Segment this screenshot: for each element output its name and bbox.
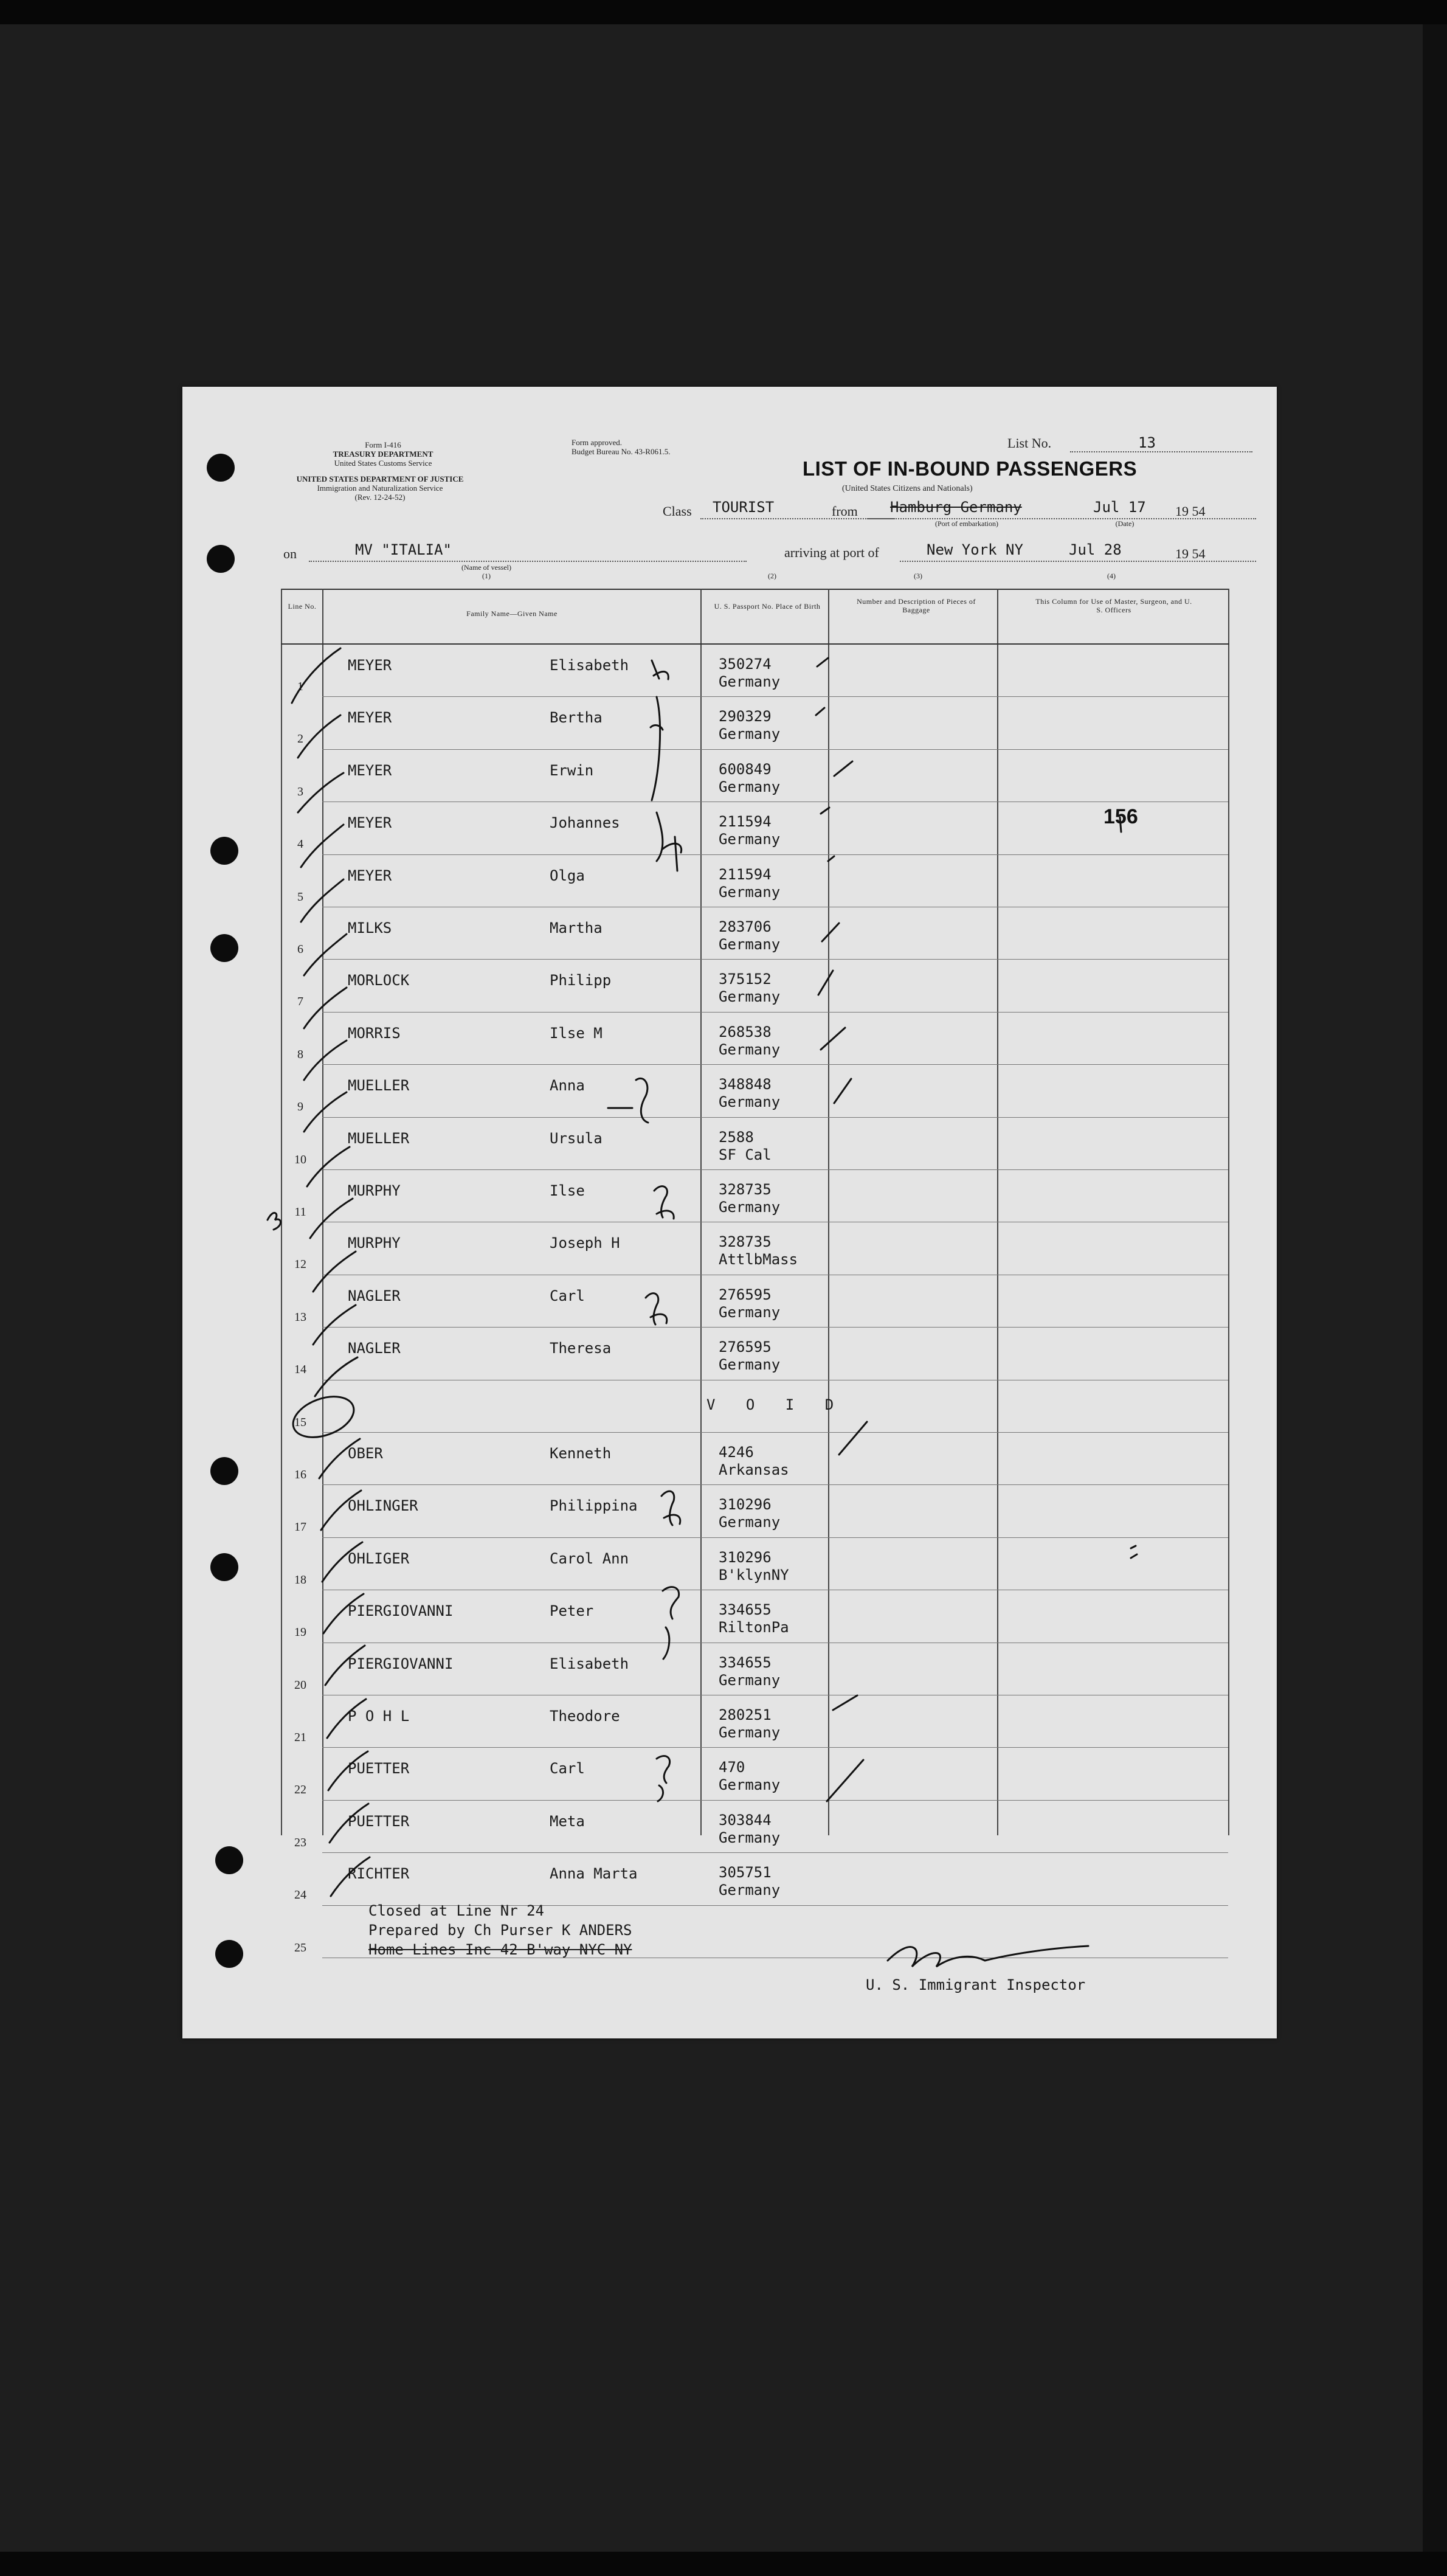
family-name: MURPHY [348,1182,401,1199]
given-name: Ilse [550,1182,585,1199]
place-of-birth: Germany [719,936,781,953]
line-number: 24 [294,1888,306,1902]
given-name: Elisabeth [550,657,629,674]
table-row [281,1695,1229,1748]
line-number: 6 [297,943,303,956]
family-name: OBER [348,1445,383,1462]
family-name: RICHTER [348,1865,410,1883]
line-number: 3 [297,784,303,798]
table-row [281,1643,1229,1695]
embark-year: 19 54 [1175,504,1206,519]
embark-caption: (Port of embarkation) [935,519,998,528]
passport-number: 276595 [719,1286,772,1303]
class-value: TOURIST [713,499,775,516]
place-of-birth: Germany [719,883,781,901]
given-name: Philippina [550,1497,638,1515]
treasury-dept: TREASURY DEPARTMENT [333,449,433,459]
family-name: MORRIS [348,1024,401,1042]
place-of-birth: Germany [719,725,781,743]
passport-number: 600849 [719,760,772,778]
place-of-birth: Arkansas [719,1461,789,1478]
passport-number: 280251 [719,1706,772,1723]
table-row [281,1380,1229,1433]
arrival-year: 19 54 [1175,546,1206,561]
place-of-birth: Germany [719,778,781,795]
prepared-by: Prepared by Ch Purser K ANDERS [368,1922,632,1939]
family-name: OHLINGER [348,1497,418,1515]
family-name: NAGLER [348,1340,401,1357]
table-row [281,1433,1229,1485]
passport-cell [719,1706,780,1742]
binder-hole [210,1553,238,1581]
family-name: PIERGIOVANNI [348,1602,454,1620]
col-header-passport: U. S. Passport No. Place of Birth [714,602,821,611]
table-top-rule [281,589,1229,590]
family-name: MEYER [348,709,392,727]
place-of-birth: B'klynNY [719,1566,789,1584]
given-name: Anna Marta [550,1865,638,1883]
place-of-birth: AttlbMass [719,1251,798,1269]
passport-cell [719,656,780,691]
table-row [281,1065,1229,1117]
family-name: MEYER [348,867,392,884]
line-number: 18 [294,1573,306,1587]
film-top-border [0,0,1447,24]
passport-number: 303844 [719,1811,772,1829]
family-name: NAGLER [348,1287,401,1304]
passport-number: 290329 [719,708,772,725]
family-name: MEYER [348,814,392,832]
vessel-line [309,561,747,562]
place-of-birth: Germany [719,831,781,848]
family-name: MEYER [348,761,392,779]
place-of-birth: Germany [719,1356,781,1374]
family-name: OHLIGER [348,1549,410,1567]
passport-number: 211594 [719,813,772,831]
arrival-port: New York NY [927,541,1023,558]
arrival-date: Jul 28 [1069,541,1122,558]
line-number: 19 [294,1626,306,1639]
given-name: Carol Ann [550,1549,629,1567]
binder-hole [207,454,235,482]
embark-date: Jul 17 [1093,499,1146,516]
form-approved: Form approved. [572,438,623,447]
given-name: Anna [550,1077,585,1095]
table-row [281,697,1229,749]
family-name: MUELLER [348,1077,410,1095]
family-name: PUETTER [348,1812,410,1830]
table-row [281,750,1229,802]
line-number: 7 [297,995,303,1009]
passport-cell [719,1076,780,1111]
line-number: 13 [294,1310,306,1324]
col-header-line-no: Line No. [288,602,317,611]
line-number: 2 [297,732,303,746]
passport-cell [719,1286,780,1321]
given-name: Johannes [550,814,620,832]
place-of-birth: Germany [719,1514,781,1531]
passport-number: 305751 [719,1864,772,1882]
passport-cell [719,1654,780,1689]
given-name: Meta [550,1812,585,1830]
place-of-birth: Germany [719,988,781,1006]
passport-number: 375152 [719,971,772,988]
passport-number: 268538 [719,1023,772,1040]
form-number: Form I-416 [365,440,401,449]
line-number: 23 [294,1835,306,1849]
place-of-birth: Germany [719,1093,781,1111]
doj-line: UNITED STATES DEPARTMENT OF JUSTICE [296,474,464,483]
place-of-birth: Germany [719,1199,781,1216]
budget-bureau: Budget Bureau No. 43-R061.5. [572,447,671,456]
family-name: MORLOCK [348,972,410,989]
embark-port: Hamburg Germany [890,499,1022,516]
given-name: Philipp [550,972,612,989]
list-no-line [1070,451,1252,452]
passport-number: 470 [719,1759,745,1776]
passport-cell [719,1233,798,1269]
given-name: Olga [550,867,585,884]
passport-number: 334655 [719,1653,772,1671]
film-bottom-border [0,2552,1447,2576]
line-number: 15 [294,1415,306,1429]
passport-cell [719,813,780,848]
line-number: 8 [297,1047,303,1061]
line-number: 10 [294,1152,306,1166]
passport-cell [719,761,780,796]
table-row [281,1328,1229,1380]
passport-cell [719,1601,789,1636]
passport-cell [719,1023,780,1059]
customs-service: United States Customs Service [334,459,432,468]
passport-number: 334655 [719,1601,772,1619]
passport-cell [719,708,780,743]
line-number: 4 [297,837,303,851]
place-of-birth: Germany [719,1040,781,1058]
table-row [281,1801,1229,1853]
given-name: Erwin [550,761,594,779]
manifest-page [182,387,1277,2038]
table-row [281,1853,1229,1905]
passport-cell [719,1549,789,1584]
line-number: 21 [294,1731,306,1744]
place-of-birth: Germany [719,1671,781,1689]
approval-block [572,438,730,456]
vessel-name: MV "ITALIA" [355,541,452,558]
place-of-birth: Germany [719,1829,781,1846]
dept-block [274,474,486,502]
line-number: 5 [297,890,303,904]
line-number: 9 [297,1100,303,1114]
line-number: 1 [297,680,303,693]
line-number: 11 [294,1205,306,1219]
list-no-value: 13 [1138,434,1156,451]
passport-number: 328735 [719,1233,772,1251]
line-number: 22 [294,1783,306,1797]
binder-hole [215,1846,243,1874]
passport-number: 310296 [719,1548,772,1566]
arriving-label: arriving at port of [784,545,879,560]
passport-cell [719,1812,780,1847]
passport-number: 211594 [719,865,772,883]
line-number: 25 [294,1941,306,1955]
passport-cell [719,1181,780,1216]
ins-line: Immigration and Naturalization Service [317,483,443,493]
line-number: 16 [294,1468,306,1481]
passport-number: 348848 [719,1076,772,1093]
table-row [281,855,1229,907]
shipping-company: Home Lines Inc 42 B'way NYC NY [368,1941,632,1958]
table-row [281,645,1229,697]
given-name: Peter [550,1602,594,1620]
table-row [281,1748,1229,1800]
page-title: LIST OF IN-BOUND PASSENGERS [803,457,1138,480]
passport-number: 328735 [719,1181,772,1198]
family-name: MUELLER [348,1129,410,1147]
vessel-caption: (Name of vessel) [461,563,511,572]
passport-cell [719,1864,780,1899]
list-no-label: List No. [1007,435,1052,451]
family-name: MILKS [348,919,392,937]
table-row [281,1222,1229,1275]
col-header-officers: This Column for Use of Master, Surgeon, and U. S. Officers [1035,597,1192,614]
binder-hole [210,1457,238,1485]
passport-number: 276595 [719,1338,772,1356]
class-label: Class [663,504,692,519]
col-header-baggage: Number and Description of Pieces of Baggage [857,597,976,614]
closing-line: Closed at Line Nr 24 [368,1902,544,1919]
place-of-birth: Germany [719,1724,781,1741]
given-name: Ilse M [550,1024,603,1042]
place-of-birth: RiltonPa [719,1619,789,1636]
passport-cell [719,866,780,901]
binder-hole [215,1940,243,1968]
table-row [281,1013,1229,1065]
passport-number: 310296 [719,1496,772,1514]
passport-cell [719,1338,780,1374]
col-header-name: Family Name—Given Name [466,609,558,618]
place-of-birth: Germany [719,1776,781,1794]
table-row [281,1538,1229,1590]
table-row [281,1170,1229,1222]
passport-cell [719,918,780,954]
given-name: Theodore [550,1708,620,1725]
given-name: Martha [550,919,603,937]
family-name: PUETTER [348,1760,410,1778]
family-name: MURPHY [348,1234,401,1252]
given-name: Kenneth [550,1445,612,1462]
col1-number: (1) [482,572,491,580]
given-name: Carl [550,1760,585,1778]
table-row [281,1275,1229,1328]
given-name: Joseph H [550,1234,620,1252]
binder-hole [210,934,238,962]
passport-number: 350274 [719,656,772,673]
page-subtitle: (United States Citizens and Nationals) [842,484,973,493]
void-mark: V O I D [706,1396,845,1413]
line-number: 17 [294,1520,306,1534]
film-right-edge [1423,24,1447,2552]
form-id-block [322,440,444,468]
line-number: 12 [294,1258,306,1272]
binder-hole [210,837,238,865]
revision-line: (Rev. 12-24-52) [354,493,406,502]
given-name: Elisabeth [550,1655,629,1672]
given-name: Theresa [550,1340,612,1357]
place-of-birth: Germany [719,1303,781,1321]
col2-number: (2) [768,572,776,580]
table-row [281,960,1229,1012]
class-line [700,518,895,519]
given-name: Ursula [550,1129,603,1147]
binder-hole [207,545,235,573]
place-of-birth: Germany [719,1882,781,1899]
passport-cell [719,1129,772,1164]
given-name: Carl [550,1287,585,1304]
on-label: on [283,546,297,561]
given-name: Bertha [550,709,603,727]
col4-number: (4) [1107,572,1116,580]
date-caption: (Date) [1115,519,1134,528]
table-row [281,802,1229,854]
table-row [281,1590,1229,1643]
table-row [281,1485,1229,1537]
passport-number: 283706 [719,918,772,935]
place-of-birth: Germany [719,673,781,690]
passport-cell [719,971,780,1006]
place-of-birth: SF Cal [719,1146,772,1163]
passport-cell [719,1496,780,1531]
passport-cell [719,1444,789,1479]
closing-block [368,1901,632,1959]
from-label: from [832,504,858,519]
line-number: 14 [294,1363,306,1377]
col3-number: (3) [914,572,922,580]
passport-cell [719,1759,780,1794]
family-name: MEYER [348,657,392,674]
line-number: 20 [294,1678,306,1692]
passport-number: 2588 [719,1128,754,1146]
inspector-label: U. S. Immigrant Inspector [866,1976,1086,1993]
table-row [281,1118,1229,1170]
family-name: PIERGIOVANNI [348,1655,454,1672]
officer-mark-156: 156 [1103,805,1138,828]
table-row [281,907,1229,960]
family-name: P O H L [348,1708,410,1725]
passport-number: 4246 [719,1444,754,1461]
